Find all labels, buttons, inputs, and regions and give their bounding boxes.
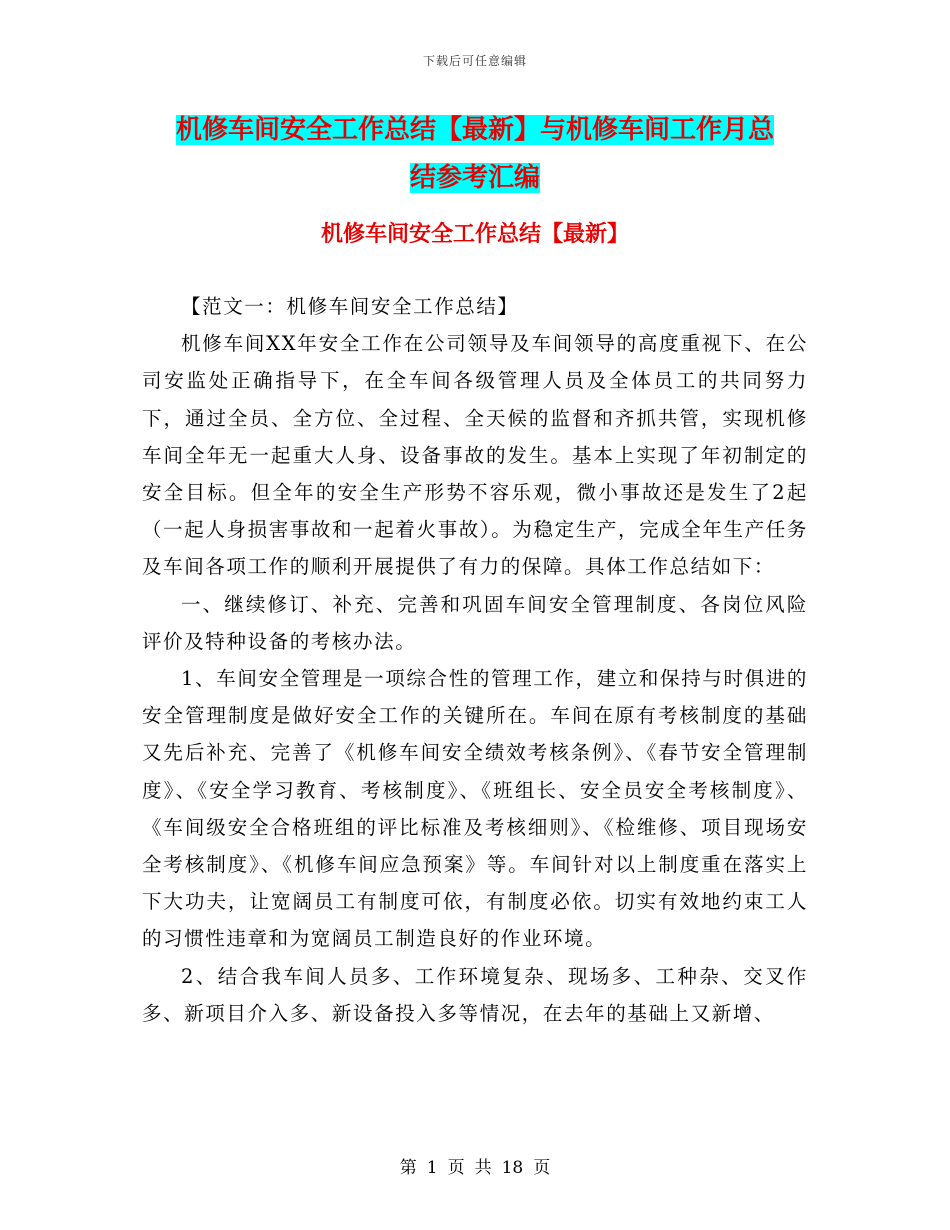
total-unit: 页 bbox=[533, 1158, 551, 1178]
total-pages: 18 bbox=[501, 1158, 524, 1178]
page-label: 第 bbox=[399, 1158, 417, 1178]
paragraph: 【范文一：机修车间安全工作总结】 bbox=[181, 295, 519, 318]
document-title bbox=[142, 106, 808, 202]
page-unit: 页 bbox=[447, 1158, 465, 1178]
paragraph: 一、继续修订、补充、完善和巩固车间安全管理制度、各岗位风险评价及特种设备的考核办法。 bbox=[142, 592, 808, 653]
document-body bbox=[142, 288, 808, 1032]
paragraph: 1、车间安全管理是一项综合性的管理工作，建立和保持与时俱进的安全管理制度是做好安全工作的关键所在。车间在原有考核制度的基础又先后补充、完善了《机修车间安全绩效考核条例》、《春节安全管理制度》、《安全学习教育、考核制度》、《班组长、安全员安全考核制度》、《车间级安全合格班组的评比标准及考核细则》、《检维修、项目现场安全考核制度》、《机修车间应急预案》等。车间针对以上制度重在落实上下大功夫，让宽阔员工有制度可依，有制度必依。切实有效地约束工人的习惯性违章和为宽阔员工制造良好的作业环境。 bbox=[142, 667, 808, 951]
paragraph: 机修车间XX年安全工作在公司领导及车间领导的高度重视下、在公司安监处正确指导下，在全车间各级管理人员及全体员工的共同努力下，通过全员、全方位、全过程、全天候的监督和齐抓共管，实现机修车间全年无一起重大人身、设备事故的发生。基本上实现了年初制定的安全目标。但全年的安全生产形势不容乐观，微小事故还是发生了2起（一起人身损害事故和一起着火事故）。为稳定生产，完成全年生产任务及车间各项工作的顺利开展提供了有力的保障。具体工作总结如下： bbox=[142, 332, 808, 579]
header-note: 下载后可任意编辑 bbox=[422, 54, 527, 68]
page-number: 1 bbox=[426, 1158, 438, 1178]
title-line-1: 机修车间安全工作总结【最新】与机修车间工作月总 bbox=[175, 115, 774, 145]
section-title: 机修车间安全工作总结【最新】 bbox=[320, 222, 629, 247]
paragraph: 2、结合我车间人员多、工作环境复杂、现场多、工种杂、交叉作多、新项目介入多、新设备投入多等情况，在去年的基础上又新增、 bbox=[142, 964, 808, 1025]
page-footer bbox=[0, 1153, 950, 1178]
title-line-2: 结参考汇编 bbox=[409, 163, 540, 193]
total-label: 共 bbox=[474, 1158, 492, 1178]
